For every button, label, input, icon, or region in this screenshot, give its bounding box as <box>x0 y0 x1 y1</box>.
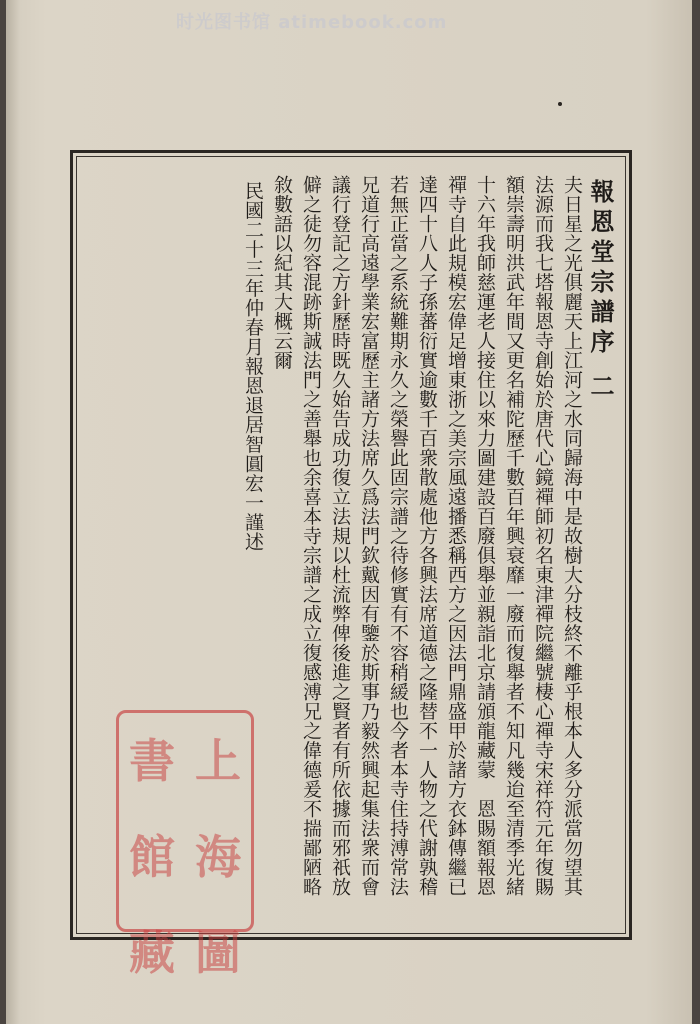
text-column: 夫日星之光俱麗天上江河之水同歸海中是故樹大分枝終不離乎根本人多分派當勿望其 <box>561 175 583 897</box>
text-column: 僻之徒勿容混跡斯誠法門之善舉也余喜本寺宗譜之成立復感溥兄之偉德爰不揣鄙陋略 <box>300 175 322 897</box>
text-column: 達四十八人子孫蕃衍實逾數千百衆散處他方各興法席道德之隆替不一人物之代謝孰稽 <box>416 175 438 897</box>
seal-char: 海 <box>195 830 241 884</box>
ink-dot <box>558 102 562 106</box>
preface-title: 報恩堂宗譜序 二 <box>586 179 615 404</box>
text-column: 議行登記之方針歷時既久始告成功復立法規以杜流弊俾後進之賢者有所依據而邪祇放 <box>329 175 351 897</box>
watermark: 时光图书馆 atimebook.com <box>176 12 448 33</box>
text-column: 禪寺自此規模宏偉足增東浙之美宗風遠播悉稱西方之因法門鼎盛甲於諸方衣鉢傳繼已 <box>445 175 467 897</box>
text-column: 若無正當之系統難期永久之榮譽此固宗譜之待修實有不容稍緩也今者本寺住持溥常法 <box>387 175 409 897</box>
library-seal-stamp <box>116 710 254 980</box>
seal-char: 館 <box>129 830 175 884</box>
seal-char: 上 <box>195 734 241 788</box>
text-column: 敘數語以紀其大概云爾 <box>271 175 293 370</box>
text-column: 法源而我七塔報恩寺創始於唐代心鏡禪師初名東津禪院繼號棲心禪寺宋祥符元年復賜 <box>532 175 554 897</box>
seal-char: 藏 <box>129 926 175 980</box>
seal-char: 圖 <box>195 926 241 980</box>
text-column: 兄道行高遠學業宏富歷主諸方法席久爲法門欽戴因有鑒於斯事乃毅然興起集法衆而會 <box>358 175 380 897</box>
signature-line: 民國二十三年仲春月報恩退居智圓宏一謹述 <box>242 181 264 552</box>
seal-char: 書 <box>129 734 175 788</box>
text-column: 額崇壽明洪武年間又更名補陀歷千數百年興衰靡一廢而復舉者不知凡幾迨至清季光緒 <box>503 175 525 897</box>
text-column: 十六年我師慈運老人接住以來力圖建設百廢俱舉並親詣北京請頒龍藏蒙 恩賜額報恩 <box>474 175 496 897</box>
